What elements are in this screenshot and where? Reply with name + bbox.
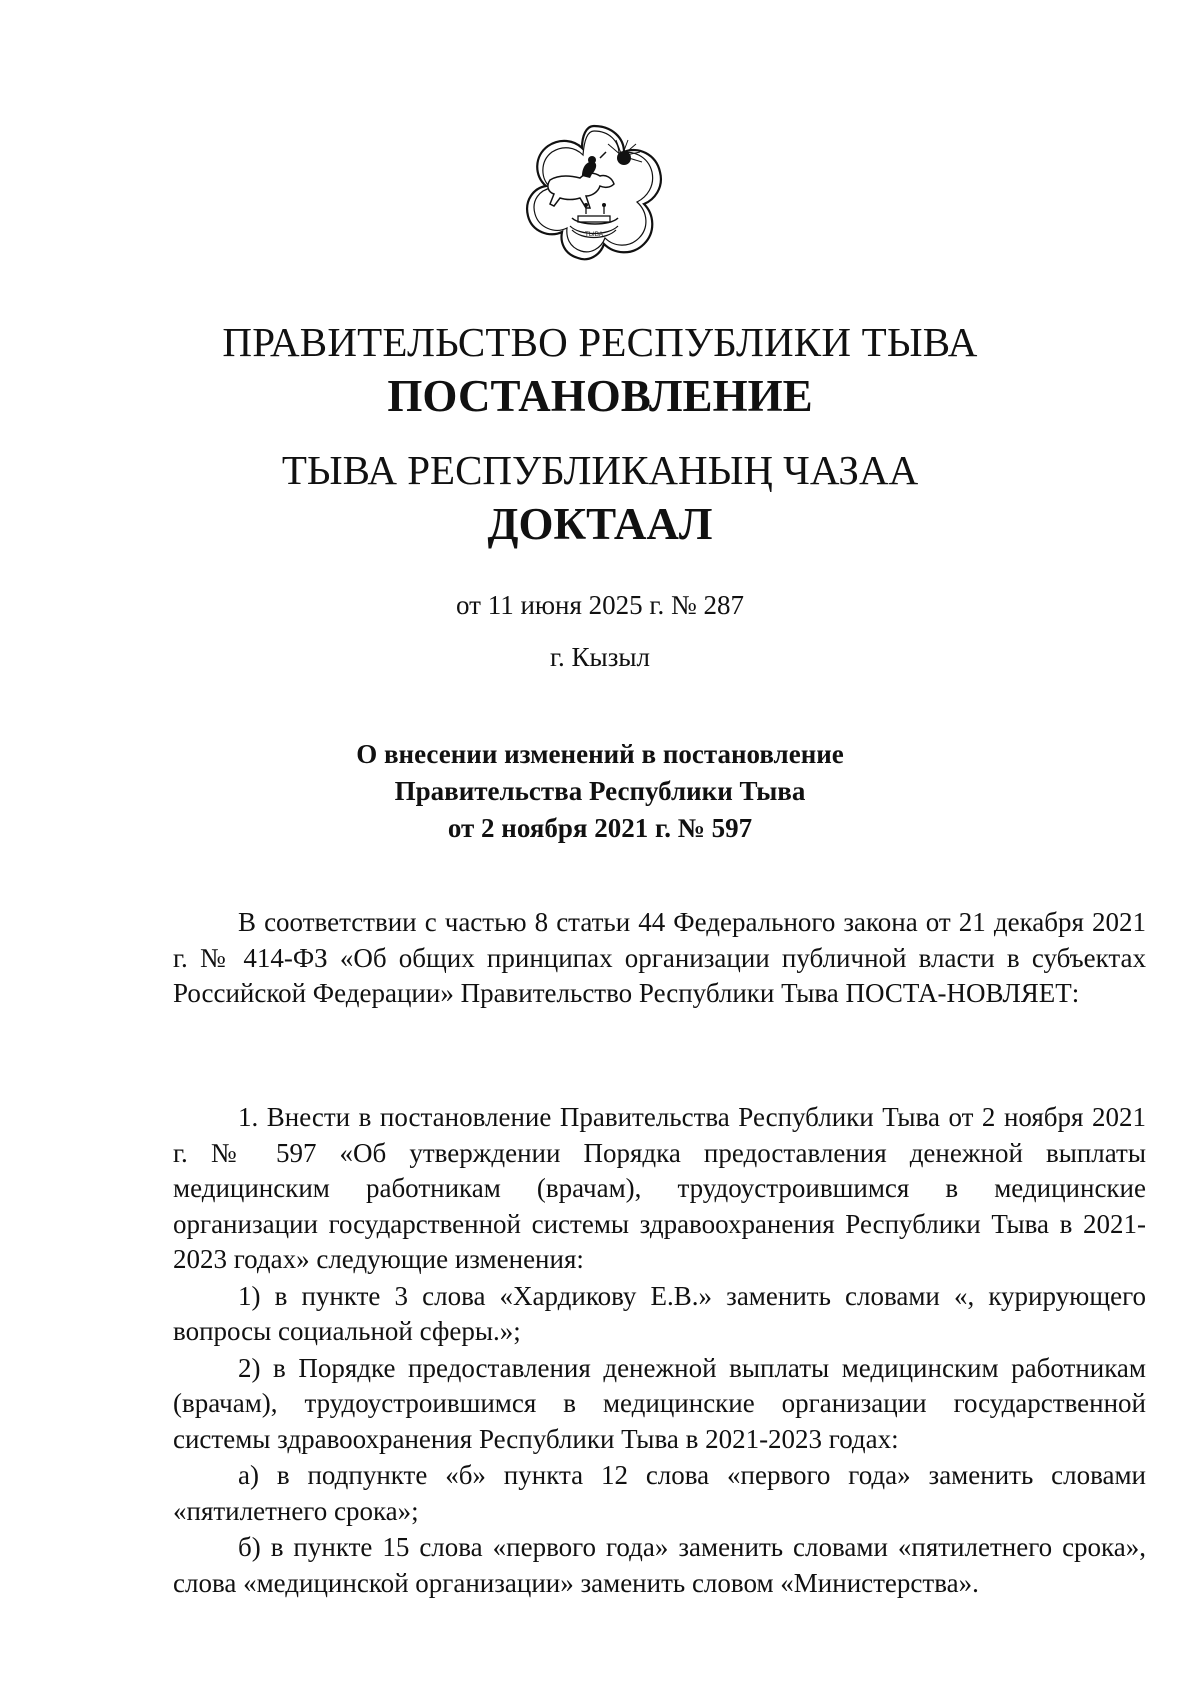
item-1-subitem-2a: а) в подпункте «б» пункта 12 слова «первого года» заменить словами «пятилетнего срока»; xyxy=(173,1460,1146,1526)
title-line-1: О внесении изменений в постановление xyxy=(356,739,844,769)
emblem-icon xyxy=(520,118,668,266)
item-1-subitem-2: 2) в Порядке предоставления денежной выплаты медицинским работникам (врачам), трудоустроившимся в медицинские организации государственной системы здравоохранения Республики Тыва в 2021-2023 годах: xyxy=(173,1352,1146,1454)
document-type-tyv: ДОКТААЛ xyxy=(487,499,713,549)
government-name-tyv: ТЫВА РЕСПУБЛИКАНЫҢ ЧАЗАА xyxy=(281,447,919,493)
emblem-inscription: ТЫВА xyxy=(584,231,604,238)
government-name-ru: ПРАВИТЕЛЬСТВО РЕСПУБЛИКИ ТЫВА xyxy=(222,319,978,365)
document-date-number: от 11 июня 2025 г. № 287 xyxy=(456,590,744,620)
preamble-paragraph xyxy=(173,905,1146,1012)
resolution-items xyxy=(173,1100,1146,1601)
document-city: г. Кызыл xyxy=(550,642,650,672)
item-1: 1. Внести в постановление Правительства Республики Тыва от 2 ноября 2021 г. № 597 «Об утверждении Порядка предоставления денежной выплаты медицинским работникам (врачам), трудоустроившимся в медицинские организации государственной системы здравоохранения Республики Тыва в 2021-2023 годах» следующие изменения: xyxy=(173,1102,1146,1274)
document-title xyxy=(0,736,1200,847)
coat-of-arms-emblem xyxy=(520,118,668,266)
preamble-text: В соответствии с частью 8 статьи 44 Федерального закона от 21 декабря 2021 г. № 414-ФЗ «Об общих принципах организации публичной власти в субъектах Российской Федерации» Правительство Республики Тыва ПОСТА-НОВЛЯЕТ: xyxy=(173,907,1146,1008)
title-line-3: от 2 ноября 2021 г. № 597 xyxy=(447,813,753,843)
document-type-ru: ПОСТАНОВЛЕНИЕ xyxy=(387,371,813,421)
item-1-subitem-1: 1) в пункте 3 слова «Хардикову Е.В.» заменить словами «, курирующего вопросы социальной сферы.»; xyxy=(173,1280,1146,1346)
item-1-subitem-2b: б) в пункте 15 слова «первого года» заменить словами «пятилетнего срока», слова «медицинской организации» заменить словом «Министерства». xyxy=(173,1532,1146,1598)
title-line-2: Правительства Республики Тыва xyxy=(394,776,806,806)
